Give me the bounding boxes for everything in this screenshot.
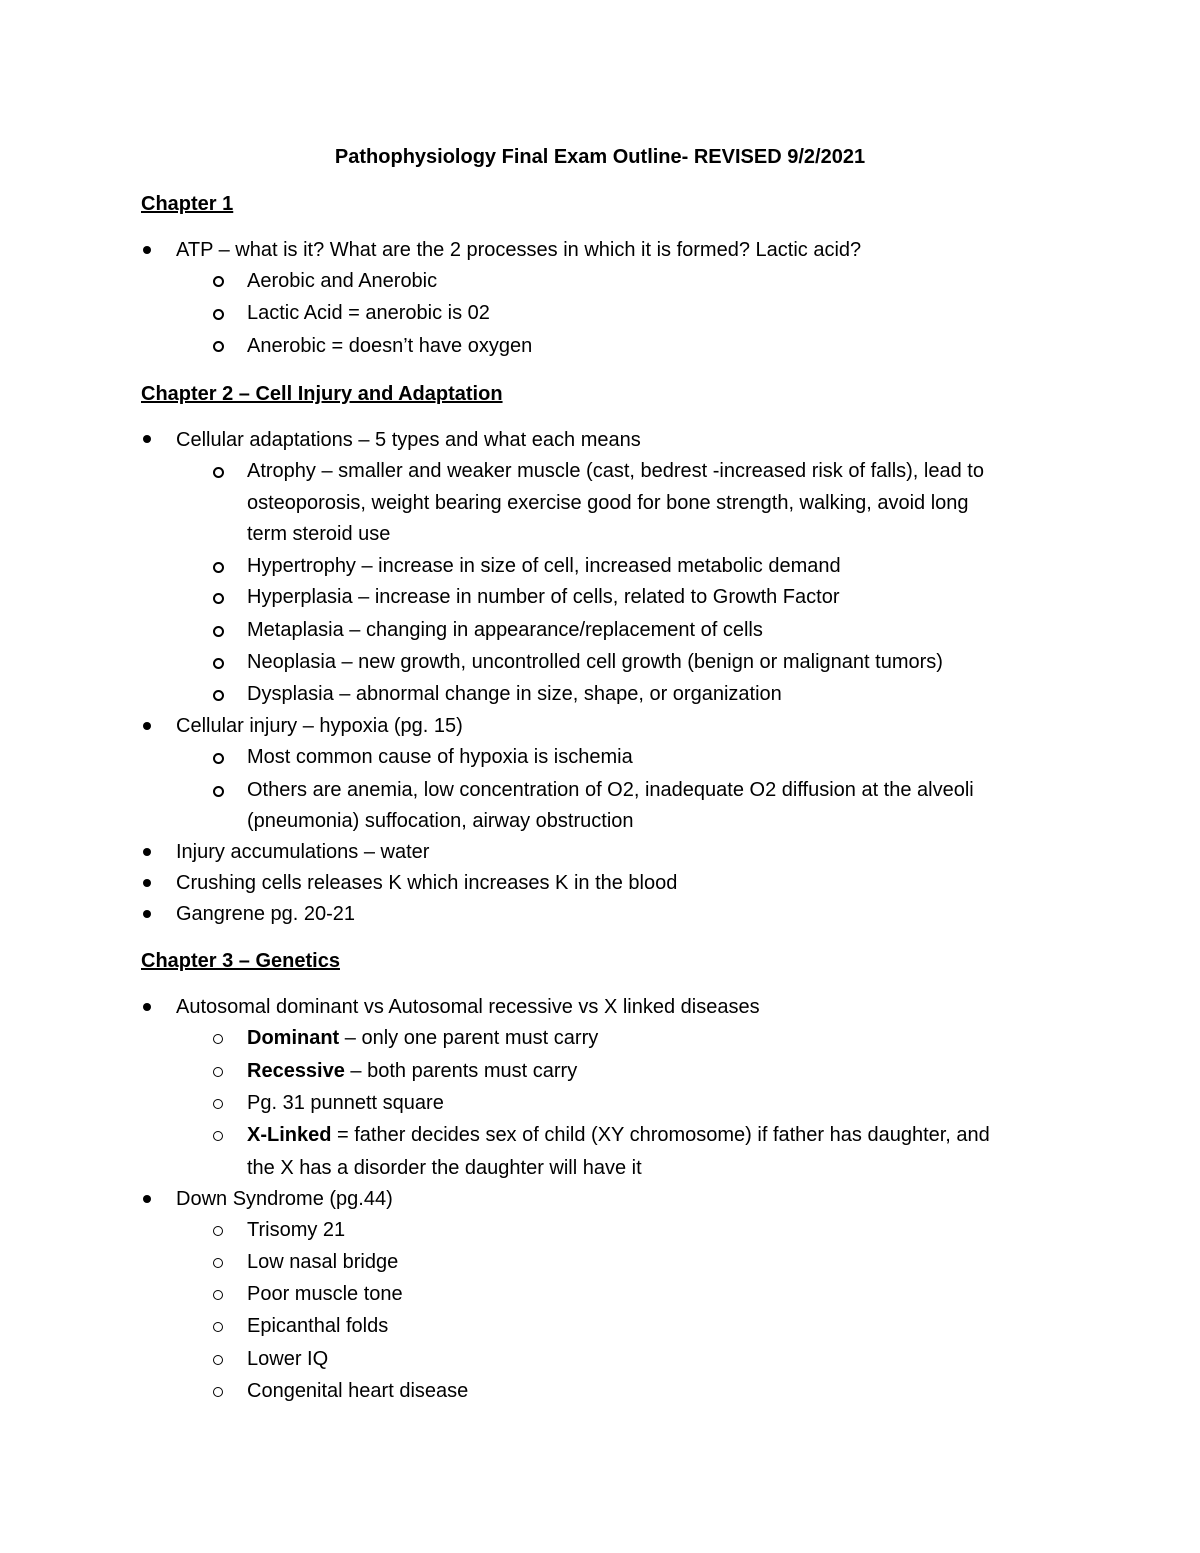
sub-bullet-icon bbox=[213, 786, 224, 797]
list-item: Cellular adaptations – 5 types and what each means bbox=[176, 429, 641, 451]
chapter-1-heading: Chapter 1 bbox=[141, 193, 234, 215]
list-item: Down Syndrome (pg.44) bbox=[176, 1188, 393, 1210]
bullet-icon bbox=[143, 246, 151, 254]
bullet-icon bbox=[143, 848, 151, 856]
sub-bullet-icon bbox=[213, 753, 224, 764]
sub-list-item: Aerobic and Anerobic bbox=[247, 270, 438, 292]
sub-list-item: Pg. 31 punnett square bbox=[247, 1092, 444, 1114]
sub-bullet-icon bbox=[213, 1322, 223, 1332]
term-x-linked: X-Linked bbox=[247, 1124, 332, 1146]
chapter-2-heading: Chapter 2 – Cell Injury and Adaptation bbox=[141, 383, 503, 405]
sub-list-item-continuation: (pneumonia) suffocation, airway obstruction bbox=[247, 810, 634, 832]
sub-bullet-icon bbox=[213, 593, 224, 604]
sub-list-item: Congenital heart disease bbox=[247, 1380, 469, 1402]
bullet-icon bbox=[143, 1003, 151, 1011]
bullet-icon bbox=[143, 1195, 151, 1203]
list-item: Injury accumulations – water bbox=[176, 841, 430, 863]
sub-list-item: Neoplasia – new growth, uncontrolled cell growth (benign or malignant tumors) bbox=[247, 651, 943, 673]
bullet-icon bbox=[143, 722, 151, 730]
sub-bullet-icon bbox=[213, 1034, 223, 1044]
sub-list-item: Trisomy 21 bbox=[247, 1219, 346, 1241]
sub-list-item: Poor muscle tone bbox=[247, 1283, 403, 1305]
term-definition: – only one parent must carry bbox=[339, 1027, 599, 1049]
sub-bullet-icon bbox=[213, 562, 224, 573]
document-title: Pathophysiology Final Exam Outline- REVISED 9/2/2021 bbox=[334, 146, 866, 168]
sub-list-item bbox=[247, 1024, 598, 1052]
sub-bullet-icon bbox=[213, 1067, 223, 1077]
sub-list-item: Atrophy – smaller and weaker muscle (cast, bedrest -increased risk of falls), lead to bbox=[247, 460, 984, 482]
sub-bullet-icon bbox=[213, 626, 224, 637]
sub-bullet-icon bbox=[213, 1290, 223, 1300]
sub-list-item: Lower IQ bbox=[247, 1348, 329, 1370]
sub-bullet-icon bbox=[213, 1131, 223, 1141]
bullet-icon bbox=[143, 879, 151, 887]
sub-bullet-icon bbox=[213, 276, 224, 287]
chapter-3-heading: Chapter 3 – Genetics bbox=[141, 950, 340, 972]
term-dominant: Dominant bbox=[247, 1027, 340, 1049]
sub-list-item: Anerobic = doesn’t have oxygen bbox=[247, 335, 533, 357]
sub-bullet-icon bbox=[213, 1387, 223, 1397]
sub-list-item: Hyperplasia – increase in number of cells, related to Growth Factor bbox=[247, 586, 840, 608]
sub-list-item: Metaplasia – changing in appearance/replacement of cells bbox=[247, 619, 763, 641]
sub-bullet-icon bbox=[213, 1226, 223, 1236]
bullet-icon bbox=[143, 435, 151, 443]
term-recessive: Recessive bbox=[247, 1060, 345, 1082]
list-item: ATP – what is it? What are the 2 processes in which it is formed? Lactic acid? bbox=[176, 239, 862, 261]
list-item: Crushing cells releases K which increases K in the blood bbox=[176, 872, 678, 894]
sub-list-item-continuation: osteoporosis, weight bearing exercise good for bone strength, walking, avoid long bbox=[247, 492, 969, 514]
sub-bullet-icon bbox=[213, 1099, 223, 1109]
list-item: Autosomal dominant vs Autosomal recessive vs X linked diseases bbox=[176, 996, 760, 1018]
sub-list-item: Lactic Acid = anerobic is 02 bbox=[247, 302, 490, 324]
sub-list-item: Epicanthal folds bbox=[247, 1315, 389, 1337]
sub-bullet-icon bbox=[213, 1355, 223, 1365]
list-item: Gangrene pg. 20-21 bbox=[176, 903, 356, 925]
sub-list-item-continuation: term steroid use bbox=[247, 523, 391, 545]
sub-bullet-icon bbox=[213, 1258, 223, 1268]
sub-list-item: Hypertrophy – increase in size of cell, increased metabolic demand bbox=[247, 555, 841, 577]
sub-bullet-icon bbox=[213, 658, 224, 669]
sub-list-item: Most common cause of hypoxia is ischemia bbox=[247, 746, 633, 768]
sub-list-item: Others are anemia, low concentration of O2, inadequate O2 diffusion at the alveoli bbox=[247, 779, 974, 801]
sub-bullet-icon bbox=[213, 690, 224, 701]
term-definition: = father decides sex of child (XY chromosome) if father has daughter, and bbox=[331, 1124, 990, 1146]
sub-list-item bbox=[247, 1121, 990, 1149]
sub-bullet-icon bbox=[213, 341, 224, 352]
sub-list-item-continuation: the X has a disorder the daughter will have it bbox=[247, 1157, 642, 1179]
sub-bullet-icon bbox=[213, 467, 224, 478]
bullet-icon bbox=[143, 910, 151, 918]
term-definition: – both parents must carry bbox=[344, 1060, 578, 1082]
sub-list-item: Low nasal bridge bbox=[247, 1251, 399, 1273]
sub-list-item: Dysplasia – abnormal change in size, shape, or organization bbox=[247, 683, 782, 705]
sub-bullet-icon bbox=[213, 309, 224, 320]
list-item: Cellular injury – hypoxia (pg. 15) bbox=[176, 715, 463, 737]
sub-list-item bbox=[247, 1057, 577, 1085]
